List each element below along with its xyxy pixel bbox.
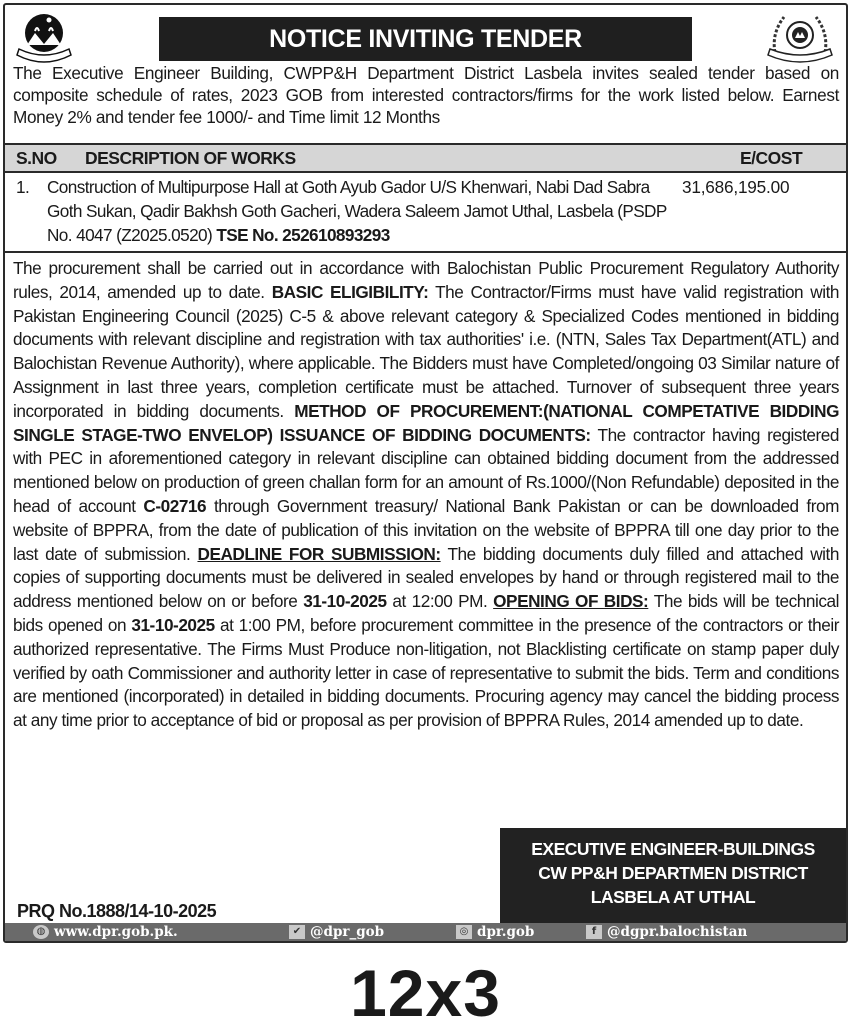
deadline-date: 31-10-2025 <box>303 591 387 612</box>
account-head: C-02716 <box>143 495 207 516</box>
signature-line-1: EXECUTIVE ENGINEER-BUILDINGS <box>531 839 815 859</box>
instagram-handle[interactable]: dpr.gob <box>477 924 535 940</box>
row-description <box>47 175 687 247</box>
website-link[interactable]: www.dpr.gob.pk. <box>54 924 178 940</box>
balochistan-emblem-logo <box>13 11 75 67</box>
intro-paragraph <box>13 62 839 128</box>
table-row <box>5 171 846 253</box>
signature-line-2: CW PP&H DEPARTMEN DISTRICT <box>538 863 808 883</box>
prq-number: PRQ No.1888/14-10-2025 <box>17 901 217 921</box>
footer-facebook[interactable] <box>586 923 747 941</box>
header-cost: E/COST <box>740 148 803 168</box>
terms-paragraph <box>13 257 839 733</box>
ad-size-label: 12x3 <box>350 956 501 1030</box>
deadline-text: The bidding documents duly filled and attached with copies of supporting documents must be delivered in sealed envelopes by hand or through registered mail to the address mentioned below on or before <box>13 543 839 612</box>
tender-notice <box>3 3 848 943</box>
signature-line-3: LASBELA AT UTHAL <box>590 887 756 907</box>
issuance-text: The contractor having registered with PEC in aforementioned category in relevant discipline can obtained bidding document from the addressed mentioned below on production of green challan form for an amount of Rs.1000/(Non Refundable) deposited in the head of account <box>13 424 839 516</box>
procurement-rules-text: The procurement shall be carried out in accordance with Balochistan Public Procurement Regulatory Authority rules, 2014, amended up to date. <box>13 258 839 302</box>
facebook-handle[interactable]: @dgpr.balochistan <box>607 924 748 940</box>
closing-text: at 1:00 PM, before procurement committee in the presence of the contractors or their authorized representative. The Firms Must Produce non-litigation, not Blacklisting certificate on stamp paper duly verified by oath Commissioner and authority letter in case of representative to submit the bids. Term and conditions are mentioned (incorporated) in detailed in bidding documents. Procuring agency may cancel the bidding process at any time prior to acceptance of bid or proposal as per provision of BPPRA Rules, 2014 amended up to date. <box>13 614 839 731</box>
basic-eligibility-label: BASIC ELIGIBILITY: <box>271 281 429 302</box>
contact-footer <box>5 923 846 941</box>
opening-text: The bids will be technical bids opened on <box>13 591 839 635</box>
facebook-icon: f <box>586 925 602 939</box>
footer-instagram[interactable] <box>456 923 534 941</box>
row-description-text: Construction of Multipurpose Hall at Goth Ayub Gador U/S Khenwari, Nabi Dad Sabra Goth Sukan, Qadir Bakhsh Goth Gacheri, Wadera Saleem Jamot Uthal, Lasbela (PSDP No. 4047 (Z2025.0520) <box>47 177 667 245</box>
download-text: through Government treasury/ National Bank Pakistan or can be downloaded from website of BPPRA, from the date of publication of this invitation on the website of BPPRA till one day prior to the last date of submission. <box>13 495 839 564</box>
footer-website[interactable] <box>33 923 178 941</box>
signature-block <box>500 828 846 924</box>
row-cost: 31,686,195.00 <box>682 177 790 197</box>
row-tse-number: TSE No. 252610893293 <box>216 225 390 245</box>
works-table-header <box>5 143 846 173</box>
terms-body <box>13 257 839 733</box>
footer-twitter[interactable] <box>289 923 384 941</box>
method-of-procurement-label: METHOD OF PROCUREMENT:(NATIONAL COMPETATIVE BIDDING SINGLE STAGE-TWO ENVELOP) <box>13 400 840 445</box>
notice-title: NOTICE INVITING TENDER <box>159 17 692 61</box>
twitter-handle[interactable]: @dpr_gob <box>310 924 385 940</box>
issuance-label: ISSUANCE OF BIDDING DOCUMENTS: <box>279 424 591 445</box>
deadline-label: DEADLINE FOR SUBMISSION: <box>197 543 441 564</box>
header-sno: S.NO <box>16 148 57 168</box>
row-sno: 1. <box>16 177 30 197</box>
intro-text: The Executive Engineer Building, CWPP&H Department District Lasbela invites sealed tender based on composite schedule of rates, 2023 GOB from interested contractors/firms for the work listed below. Earnest Money 2% and tender fee 1000/- and Time limit 12 Months <box>13 63 839 127</box>
twitter-icon: ✔ <box>289 925 305 939</box>
instagram-icon: ◎ <box>456 925 472 939</box>
eligibility-text: The Contractor/Firms must have valid registration with Pakistan Engineering Council (2025) C-5 & above relevant category & Specialized Codes mentioned in bidding documents with relevant discipline and registration with tax authorities' i.e. (NTN, Sales Tax Department(ATL) and Balochistan Revenue Authority), where applicable. The Bidders must have Completed/ongoing 03 Similar nature of Assignment in last three years, completion certificate must be attached. Turnover of subsequent three years incorporated in bidding documents. <box>13 281 840 421</box>
opening-of-bids-label: OPENING OF BIDS: <box>493 591 649 612</box>
deadline-time: at 12:00 PM. <box>386 591 488 612</box>
globe-icon: ◍ <box>33 925 49 939</box>
opening-date: 31-10-2025 <box>131 614 215 635</box>
government-seal-logo <box>762 11 838 67</box>
header-description: DESCRIPTION OF WORKS <box>85 148 296 168</box>
